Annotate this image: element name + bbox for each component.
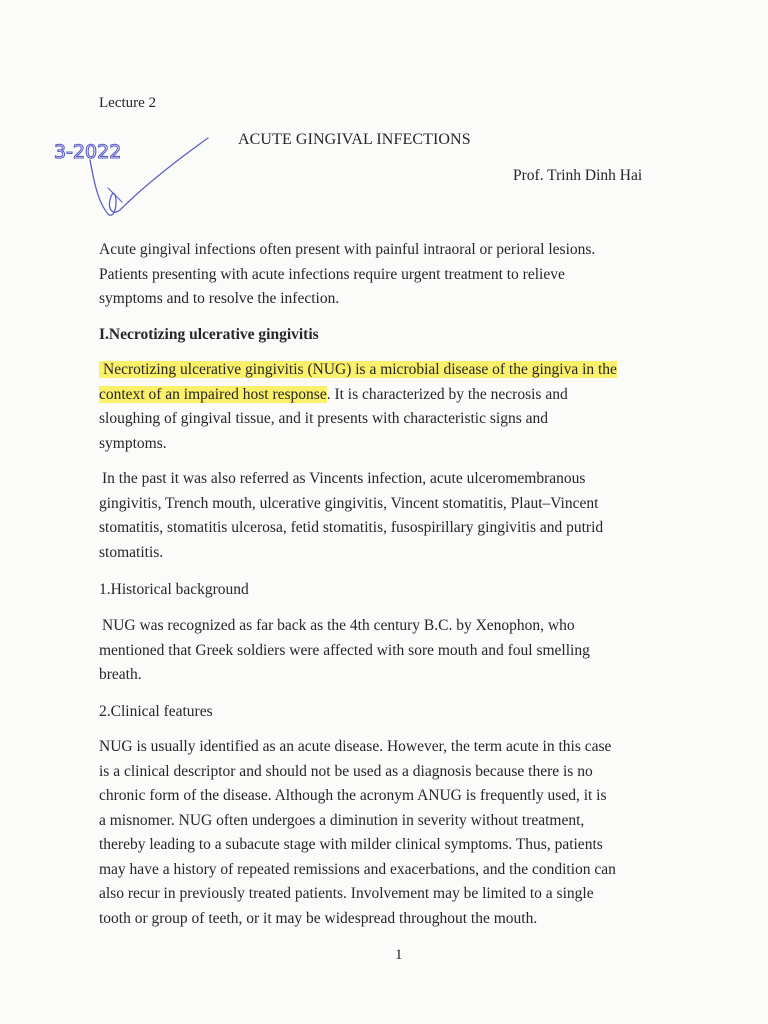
text-line: stomatitis, stomatitis ulcerosa, fetid stomatitis, fusospirillary gingivitis and putrid	[99, 519, 604, 536]
lecture-label: Lecture 2	[99, 95, 157, 111]
text-line: In the past it was also referred as Vincents infection, acute ulceromembranous	[102, 470, 586, 487]
text-line: also recur in previously treated patients. Involvement may be limited to a single	[99, 885, 594, 902]
handwritten-date: 3-2022	[54, 141, 122, 163]
text-line: stomatitis.	[99, 543, 164, 561]
historical-paragraph	[99, 614, 714, 688]
text-line: gingivitis, Trench mouth, ulcerative gingivitis, Vincent stomatitis, Plaut–Vincent	[99, 494, 599, 512]
text-line: tooth or group of teeth, or it may be widespread throughout the mouth.	[99, 909, 538, 927]
text-line: a misnomer. NUG often undergoes a diminution in severity without treatment,	[99, 811, 585, 829]
text-line: NUG is usually identified as an acute disease. However, the term acute in this case	[99, 738, 612, 755]
subheading	[99, 700, 714, 725]
clinical-paragraph	[99, 735, 714, 931]
page-number: 1	[395, 947, 403, 963]
document-title: ACUTE GINGIVAL INFECTIONS	[238, 131, 471, 148]
text-line: Patients presenting with acute infections require urgent treatment to relieve	[99, 265, 565, 283]
text-line: is a clinical descriptor and should not be used as a diagnosis because there is no	[99, 762, 593, 780]
highlighted-text: context of an impaired host response	[99, 385, 327, 403]
historical-background-heading: 1.Historical background	[99, 581, 249, 598]
author-line: Prof. Trinh Dinh Hai	[513, 167, 643, 184]
handwritten-annotation	[50, 130, 220, 230]
text-line: symptoms.	[99, 434, 167, 452]
text-line: may have a history of repeated remissions and exacerbations, and the condition can	[99, 860, 616, 878]
text-line: breath.	[99, 666, 142, 683]
past-names-paragraph	[99, 467, 714, 565]
text-line: chronic form of the disease. Although the acronym ANUG is frequently used, it is	[99, 787, 607, 804]
section-1-heading: I.Necrotizing ulcerative gingivitis	[99, 326, 319, 343]
text-line: mentioned that Greek soldiers were affected with sore mouth and foul smelling	[99, 641, 590, 659]
highlighted-text: Necrotizing ulcerative gingivitis (NUG) is a microbial disease of the gingiva in the	[99, 361, 617, 378]
text-line: Acute gingival infections often present with painful intraoral or perioral lesions.	[99, 241, 596, 258]
text-line: symptoms and to resolve the infection.	[99, 290, 340, 307]
nug-definition-paragraph	[99, 358, 714, 456]
text-line: NUG was recognized as far back as the 4th century B.C. by Xenophon, who	[102, 617, 575, 634]
subheading	[99, 578, 714, 603]
text-line: thereby leading to a subacute stage with milder clinical symptoms. Thus, patients	[99, 836, 603, 853]
clinical-features-heading: 2.Clinical features	[99, 703, 213, 720]
text-fragment: . It is characterized by the necrosis and	[326, 385, 568, 403]
text-line: sloughing of gingival tissue, and it presents with characteristic signs and	[99, 410, 548, 427]
section-heading	[99, 323, 714, 348]
intro-paragraph	[99, 238, 714, 312]
